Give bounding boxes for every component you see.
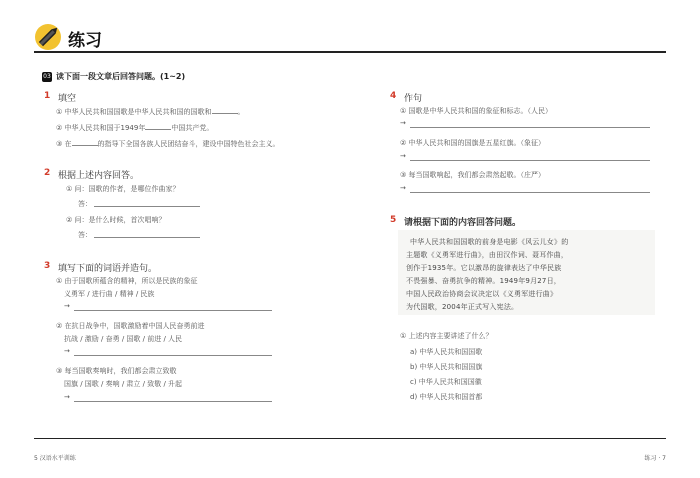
- q5-option-c[interactable]: c) 中华人民共和国国徽: [410, 378, 482, 386]
- passage-line: 不畏强暴、奋勇抗争的精神。1949年9月27日，: [406, 277, 561, 285]
- q1-blank-2[interactable]: [145, 122, 171, 130]
- q1-line-3: ③ 在 的指导下全国各族人民团结奋斗，建设中国特色社会主义。: [56, 140, 280, 148]
- q2-answer-line-1[interactable]: [94, 206, 200, 207]
- exercise-instruction: 读下面一段文章后回答问题。(1~2): [56, 72, 186, 81]
- q2-question-1: ① 问：国歌的作者，是哪位作曲家？: [66, 185, 180, 193]
- passage-line: 创作于1935年。它以激昂的旋律表达了中华民族: [406, 264, 562, 272]
- q3-answer-line-2[interactable]: [74, 355, 272, 356]
- q4-item-3-arrow: →: [400, 184, 406, 192]
- passage-line: 中国人民政治协商会议决定以《义勇军进行曲》: [406, 290, 558, 298]
- q2-title: 根据上述内容回答。: [58, 171, 140, 181]
- q4-answer-line-3[interactable]: [410, 192, 650, 193]
- q1-blank-3[interactable]: [72, 138, 98, 146]
- q3-item-2-line-1: ② 在抗日战争中，国歌激励着中国人民奋勇前进: [56, 322, 205, 330]
- footer-rule: [34, 438, 666, 439]
- q2-question-2: ② 问：是什么时候，首次唱响？: [66, 216, 166, 224]
- q1-line-1: ① 中华人民共和国国歌是中华人民共和国的国歌和 。: [56, 108, 245, 116]
- q2-number: 2: [44, 168, 51, 178]
- q1-blank-1[interactable]: [212, 106, 238, 114]
- exercise-badge: 03: [43, 73, 51, 80]
- reading-passage: [398, 230, 655, 315]
- q5-question: ① 上述内容主要讲述了什么？: [400, 332, 493, 340]
- q2-answer-label-1: 答：: [78, 200, 92, 208]
- q5-option-d[interactable]: d) 中华人民共和国首都: [410, 393, 483, 401]
- page-title: 练习: [68, 31, 102, 51]
- q1-number: 1: [44, 91, 51, 101]
- q4-item-1: ① 国歌是中华人民共和国的象征和标志。（人民）: [400, 107, 552, 115]
- q4-item-2: ② 中华人民共和国的国旗是五星红旗。（象征）: [400, 139, 545, 147]
- q3-item-2-arrow: →: [64, 347, 70, 355]
- q5-title: 请根据下面的内容回答问题。: [404, 218, 522, 228]
- q3-number: 3: [44, 261, 51, 271]
- q1-title: 填空: [58, 94, 77, 104]
- footer-left: 5 汉语水平训练: [34, 455, 76, 462]
- q3-title: 填写下面的词语并造句。: [58, 264, 158, 274]
- q3-answer-line-3[interactable]: [74, 401, 272, 402]
- footer-right: 练习 · 7: [644, 455, 666, 462]
- q3-item-3-line-1: ③ 每当国歌奏响时，我们都会肃立致敬: [56, 367, 177, 375]
- q3-item-3-words: 国旗 / 国歌 / 奏响 / 肃立 / 致敬 / 升起: [64, 380, 183, 388]
- q5-number: 5: [390, 215, 397, 225]
- q2-answer-line-2[interactable]: [94, 237, 200, 238]
- q4-item-2-arrow: →: [400, 152, 406, 160]
- q4-answer-line-2[interactable]: [410, 160, 650, 161]
- q4-item-3: ③ 每当国歌响起，我们都会肃然起敬。（庄严）: [400, 171, 545, 179]
- q1-line-2: ② 中华人民共和国于1949年 中国共产党。: [56, 124, 214, 132]
- header-rule: [34, 51, 666, 53]
- q4-answer-line-1[interactable]: [410, 127, 650, 128]
- q2-answer-label-2: 答：: [78, 231, 92, 239]
- q3-item-3-arrow: →: [64, 393, 70, 401]
- q3-answer-line-1[interactable]: [74, 310, 272, 311]
- q5-option-b[interactable]: b) 中华人民共和国国旗: [410, 363, 483, 371]
- q3-item-1-words: 义勇军 / 进行曲 / 精神 / 民族: [64, 290, 155, 298]
- q3-item-2-words: 抗战 / 激励 / 奋勇 / 国歌 / 前进 / 人民: [64, 335, 183, 343]
- q4-title: 作句: [404, 94, 423, 104]
- header-icon: [34, 23, 62, 51]
- passage-line: 主题歌《义勇军进行曲》，由田汉作词、聂耳作曲，: [406, 251, 569, 259]
- q3-item-1-line-1: ① 由于国歌所蕴含的精神，所以是民族的象征: [56, 277, 198, 285]
- q4-item-1-arrow: →: [400, 119, 406, 127]
- q5-option-a[interactable]: a) 中华人民共和国国歌: [410, 348, 483, 356]
- passage-line: 为代国歌，2004年正式写入宪法。: [406, 303, 519, 311]
- passage-line: 中华人民共和国国歌的前身是电影《风云儿女》的: [410, 238, 569, 246]
- q3-item-1-arrow: →: [64, 302, 70, 310]
- q4-number: 4: [390, 91, 397, 101]
